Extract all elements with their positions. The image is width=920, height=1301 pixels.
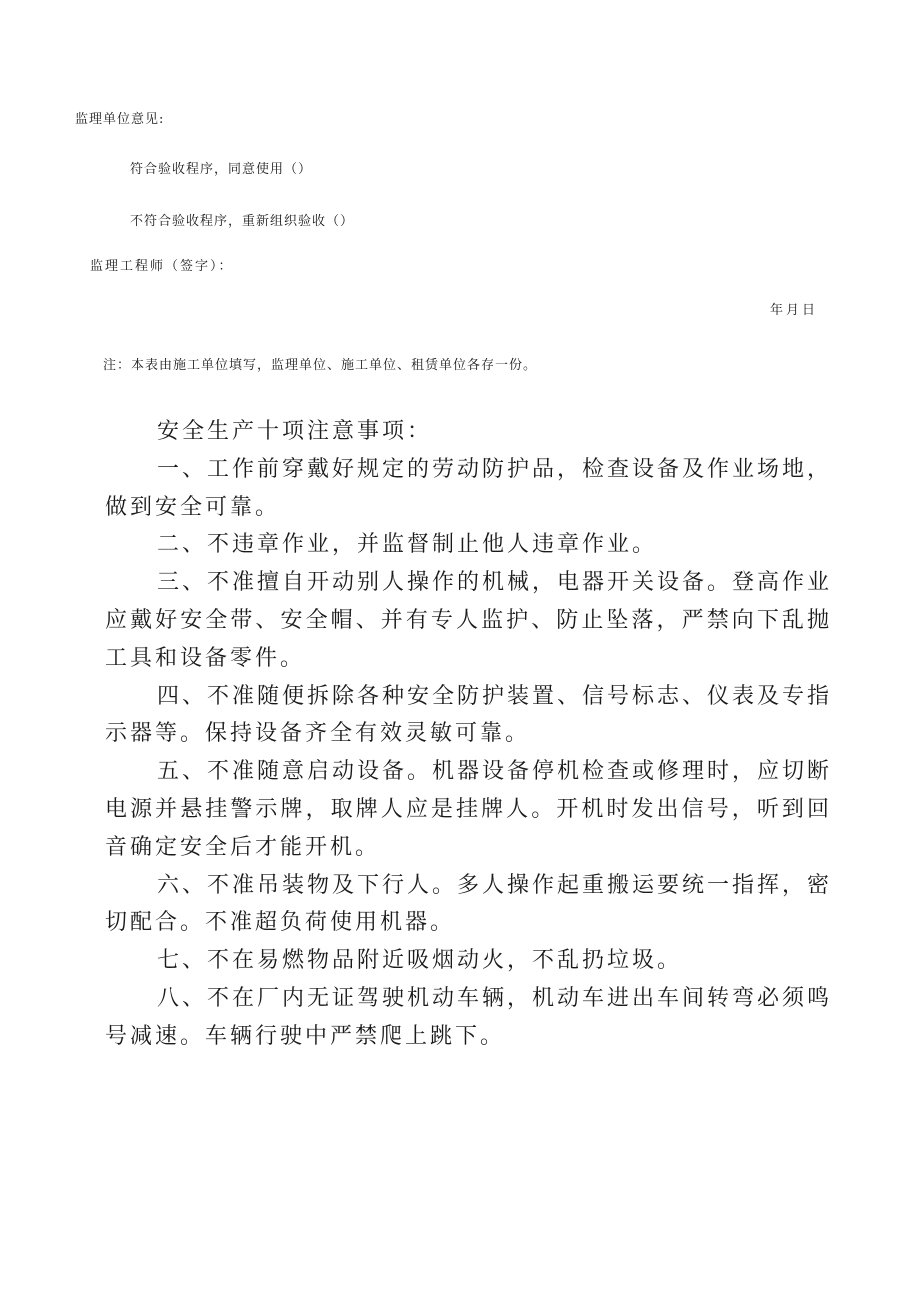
supervision-opinion-label: 监理单位意见: xyxy=(75,112,165,127)
safety-item: 一、工作前穿戴好规定的劳动防护品，检查设备及作业场地，做到安全可靠。 xyxy=(105,456,833,520)
safety-item: 七、不在易燃物品附近吸烟动火，不乱扔垃圾。 xyxy=(157,948,683,974)
date-label: 年月日 xyxy=(770,303,819,318)
form-note: 注：本表由施工单位填写，监理单位、施工单位、租赁单位各存一份。 xyxy=(103,358,538,373)
safety-item: 六、不准吊装物及下行人。多人操作起重搬运要统一指挥，密切配合。不准超负荷使用机器。 xyxy=(105,872,833,936)
engineer-signature-label: 监理工程师（签字）： xyxy=(90,259,234,274)
safety-item: 四、不准随便拆除各种安全防护装置、信号标志、仪表及专指示器等。保持设备齐全有效灵敏可靠。 xyxy=(105,683,833,747)
safety-item: 三、不准擅自开动别人操作的机械，电器开关设备。登高作业应戴好安全带、安全帽、并有专人监护、防止坠落，严禁向下乱抛工具和设备零件。 xyxy=(105,570,833,671)
safety-notice xyxy=(105,413,832,1056)
safety-item: 八、不在厂内无证驾驶机动车辆，机动车进出车间转弯必须鸣号减速。车辆行驶中严禁爬上跳下。 xyxy=(105,985,833,1049)
option-agree-text: 符合验收程序，同意使用（） xyxy=(130,162,313,177)
safety-notice-title: 安全生产十项注意事项： xyxy=(157,419,433,444)
safety-item: 五、不准随意启动设备。机器设备停机检查或修理时，应切断电源并悬挂警示牌，取牌人应是挂牌人。开机时发出信号，听到回音确定安全后才能开机。 xyxy=(105,759,833,860)
safety-item: 二、不违章作业，并监督制止他人违章作业。 xyxy=(157,532,658,558)
option-disagree-text: 不符合验收程序，重新组织验收（） xyxy=(130,214,355,229)
